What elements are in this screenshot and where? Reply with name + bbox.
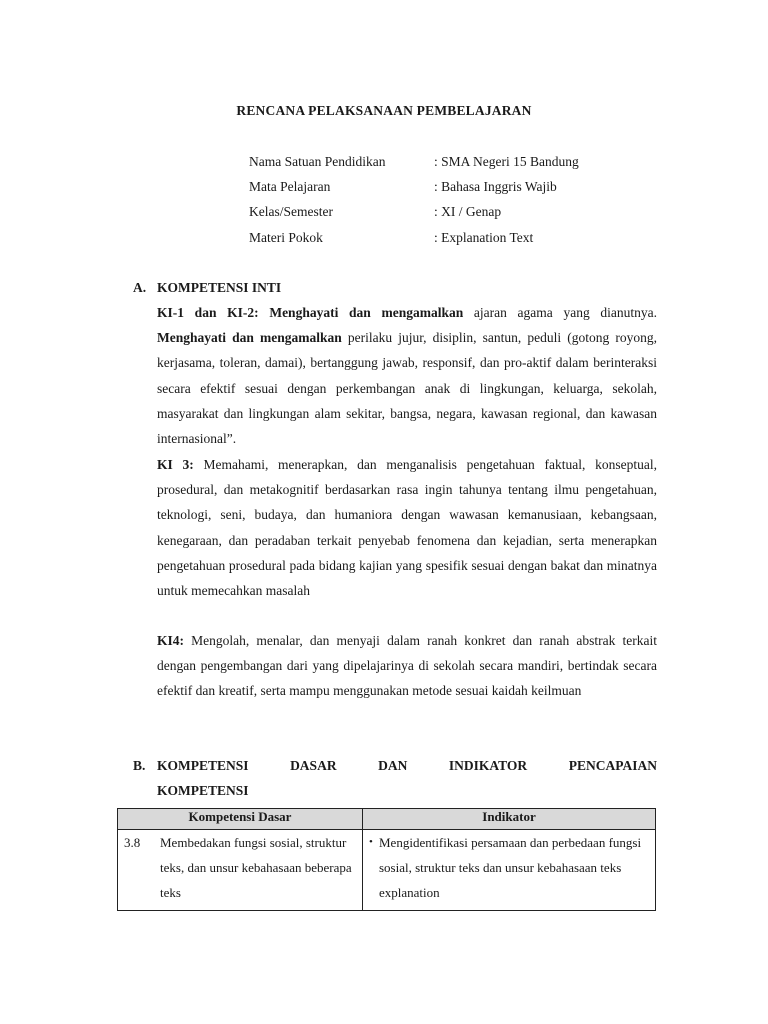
paragraph-text: Mengolah, menalar, dan menyaji dalam ranah konkret dan ranah abstrak terkait dengan pengembangan dari yang dipelajarinya di sekolah secara mandiri, bertindak secara efektif dan kreatif, serta mampu menggunakan metode sesuai kaidah keilmuan	[157, 633, 658, 699]
bullet-icon: •	[369, 836, 373, 848]
identity-value: : SMA Negeri 15 Bandung	[434, 154, 579, 169]
ki-label: KI 3:	[157, 457, 194, 472]
document-title: RENCANA PELAKSANAAN PEMBELAJARAN	[236, 103, 532, 118]
identity-value: : Bahasa Inggris Wajib	[434, 179, 557, 194]
table-header-row	[118, 809, 656, 830]
section-title: KOMPETENSI INTI	[157, 280, 282, 295]
competency-table	[117, 808, 656, 911]
column-header-indikator: Indikator	[363, 809, 656, 830]
identity-key: Nama Satuan Pendidikan	[249, 154, 386, 169]
ki-label: KI-1 dan KI-2:	[157, 305, 259, 320]
paragraph-text: perilaku jujur, disiplin, santun, peduli (gotong royong, kerjasama, toleran, damai), bertanggung jawab, responsif, dan pro-aktif dalam berinteraksi secara efektif sesuai dengan perkembangan anak di lingkungan, keluarga, sekolah, masyarakat dan lingkungan alam sekitar, bangsa, negara, kawasan regional, dan kawasan internasional”.	[157, 330, 657, 447]
section-letter: A.	[133, 280, 147, 295]
kd-number: 3.8	[124, 835, 141, 850]
emphasis-text: Menghayati dan mengamalkan	[157, 330, 342, 346]
ki-4-paragraph	[157, 628, 657, 704]
ki-3-paragraph	[157, 452, 657, 603]
heading-word: PENCAPAIAN	[568, 758, 657, 773]
section-b-title-line2	[157, 783, 657, 799]
ki-label: KI4:	[157, 633, 184, 648]
kd-cell	[118, 830, 363, 911]
section-letter: B.	[133, 758, 146, 773]
paragraph-text: ajaran agama yang dianutnya.	[473, 305, 658, 320]
heading-word: DASAR	[290, 758, 337, 773]
emphasis-text: Menghayati dan mengamalkan	[269, 305, 464, 320]
heading-word: KOMPETENSI	[157, 783, 249, 798]
identity-key: Kelas/Semester	[249, 204, 333, 219]
kd-description: Membedakan fungsi sosial, struktur teks, dan unsur kebahasaan beberapa teks	[160, 835, 352, 900]
table-row	[118, 830, 656, 911]
indicator-description: Mengidentifikasi persamaan dan perbedaan fungsi sosial, struktur teks dan unsur kebahasaan teks explanation	[379, 835, 642, 900]
heading-word: INDIKATOR	[448, 758, 528, 773]
column-header-kompetensi-dasar: Kompetensi Dasar	[118, 809, 363, 830]
identity-value: : Explanation Text	[434, 230, 534, 245]
identity-key: Materi Pokok	[249, 230, 323, 245]
identity-key: Mata Pelajaran	[249, 179, 331, 194]
heading-word: KOMPETENSI	[157, 758, 249, 773]
identity-value: : XI / Genap	[434, 204, 502, 219]
indicator-cell	[363, 830, 656, 911]
paragraph-text: Memahami, menerapkan, dan menganalisis pengetahuan faktual, konseptual, prosedural, dan metakognitif berdasarkan rasa ingin tahunya tentang ilmu pengetahuan, teknologi, seni, budaya, dan humaniora dengan wawasan kemanusiaan, kebangsaan, kenegaraan, dan peradaban terkait penyebab fenomena dan kejadian, serta menerapkan pengetahuan prosedural pada bidang kajian yang spesifik sesuai dengan bakat dan minatnya untuk memecahkan masalah	[157, 457, 657, 599]
heading-word: DAN	[378, 758, 408, 773]
section-b-title-line1	[157, 758, 657, 774]
ki-1-2-paragraph	[157, 300, 657, 451]
